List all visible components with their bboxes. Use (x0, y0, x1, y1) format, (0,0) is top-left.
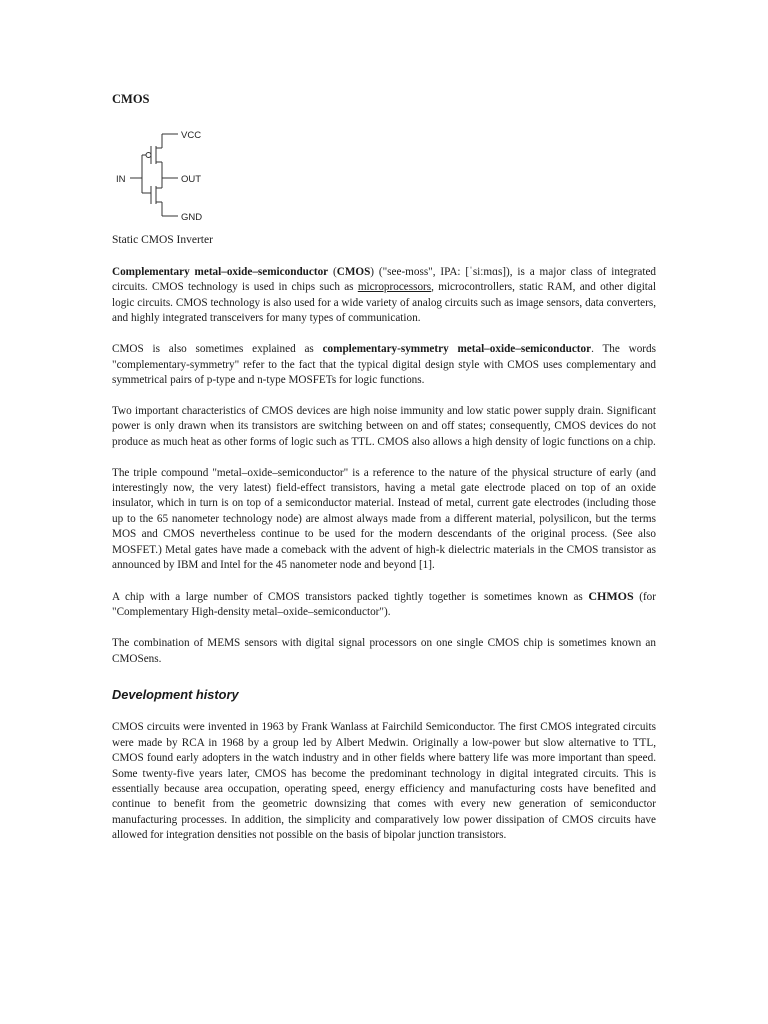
paragraph-intro (112, 265, 656, 327)
out-label: OUT (181, 174, 202, 185)
term-chmos: CHMOS (588, 588, 634, 603)
paragraph-characteristics: Two important characteristics of CMOS devices are high noise immunity and low static power supply drain. Significant power is only drawn when its transistors are switching between on and off states; consequently, CMOS devices do not produce as much heat as other forms of logic such as TTL. CMOS also allows a high density of logic functions on a chip. (112, 404, 656, 448)
link-microprocessors[interactable]: microprocessors (357, 281, 432, 294)
in-label: IN (116, 174, 126, 185)
paren-open: ( (328, 266, 337, 278)
term-cmos-abbr: CMOS (336, 266, 371, 278)
paragraph-mems: The combination of MEMS sensors with digital signal processors on one single CMOS chip is sometimes known an CMOSens. (112, 637, 656, 665)
intro-text-2: , microcontrollers, static RAM, and other digital logic circuits. CMOS technology is also used for a wide variety of analog circuits such as image sensors, data converters, and highly integrated transceivers for many types of communication. (112, 281, 656, 325)
chmos-text-1: A chip with a large number of CMOS transistors packed tightly together is sometimes known as (112, 590, 589, 603)
article-body (112, 265, 656, 859)
symmetry-text-1: CMOS is also sometimes explained as (112, 343, 323, 356)
term-complementary-symmetry: complementary-symmetry metal–oxide–semiconductor (322, 343, 592, 356)
symmetry-text-2: . The words "complementary-symmetry" refer to the fact that the typical digital design style with CMOS uses complementary and symmetrical pairs of p-type and n-type MOSFETs for logic functions. (112, 343, 656, 386)
paragraph-history: CMOS circuits were invented in 1963 by Frank Wanlass at Fairchild Semiconductor. The first CMOS integrated circuits were made by RCA in 1968 by a group led by Albert Medwin. Originally a low-power but slow alternative to TTL, CMOS found early adopters in the watch industry and in other fields where battery life was more important than speed. Some twenty-five years later, CMOS has become the predominant technology in digital integrated circuits. This is essentially because area occupation, operating speed, energy efficiency and manufacturing costs have benefited and continue to benefit from the geometric downsizing that comes with every new generation of semiconductor manufacturing processes. In addition, the simplicity and comparatively low power dissipation of CMOS circuits have allowed for integration densities not possible on the basis of bipolar junction transistors. (112, 721, 656, 842)
chmos-text-2: (for "Complementary High-density metal–oxide–semiconductor"). (112, 590, 656, 619)
gnd-label: GND (181, 212, 203, 223)
diagram-caption: Static CMOS Inverter (112, 234, 213, 246)
term-cmos-full: Complementary metal–oxide–semiconductor (112, 266, 329, 278)
paragraph-chmos (112, 589, 656, 621)
paragraph-metal-oxide: The triple compound "metal–oxide–semiconductor" is a reference to the nature of the physical structure of early (and interestingly now, the very latest) field-effect transistors, having a metal gate electrode placed on top of an oxide insulator, which in turn is on top of a semiconductor material. Instead of metal, current gate electrodes (including those up to the 65 nanometer technology node) are almost always made from a different material, polysilicon, but the terms MOS and CMOS nevertheless continue to be used for the modern descendants of the original process. (See also MOSFET.) Metal gates have made a comeback with the advent of high-k dielectric materials in the CMOS transistor as announced by IBM and Intel for the 45 nanometer node and beyond [1]. (112, 466, 656, 571)
intro-text-1: ) ("see-moss", IPA: [ˈsiːmɑs]), is a major class of integrated circuits. CMOS technology is used in chips such as (112, 266, 656, 294)
cmos-inverter-diagram (112, 128, 222, 224)
paragraph-symmetry (112, 342, 656, 388)
section-heading-development-history: Development history (112, 687, 239, 703)
page-title: CMOS (112, 92, 150, 106)
vcc-label: VCC (181, 130, 202, 141)
